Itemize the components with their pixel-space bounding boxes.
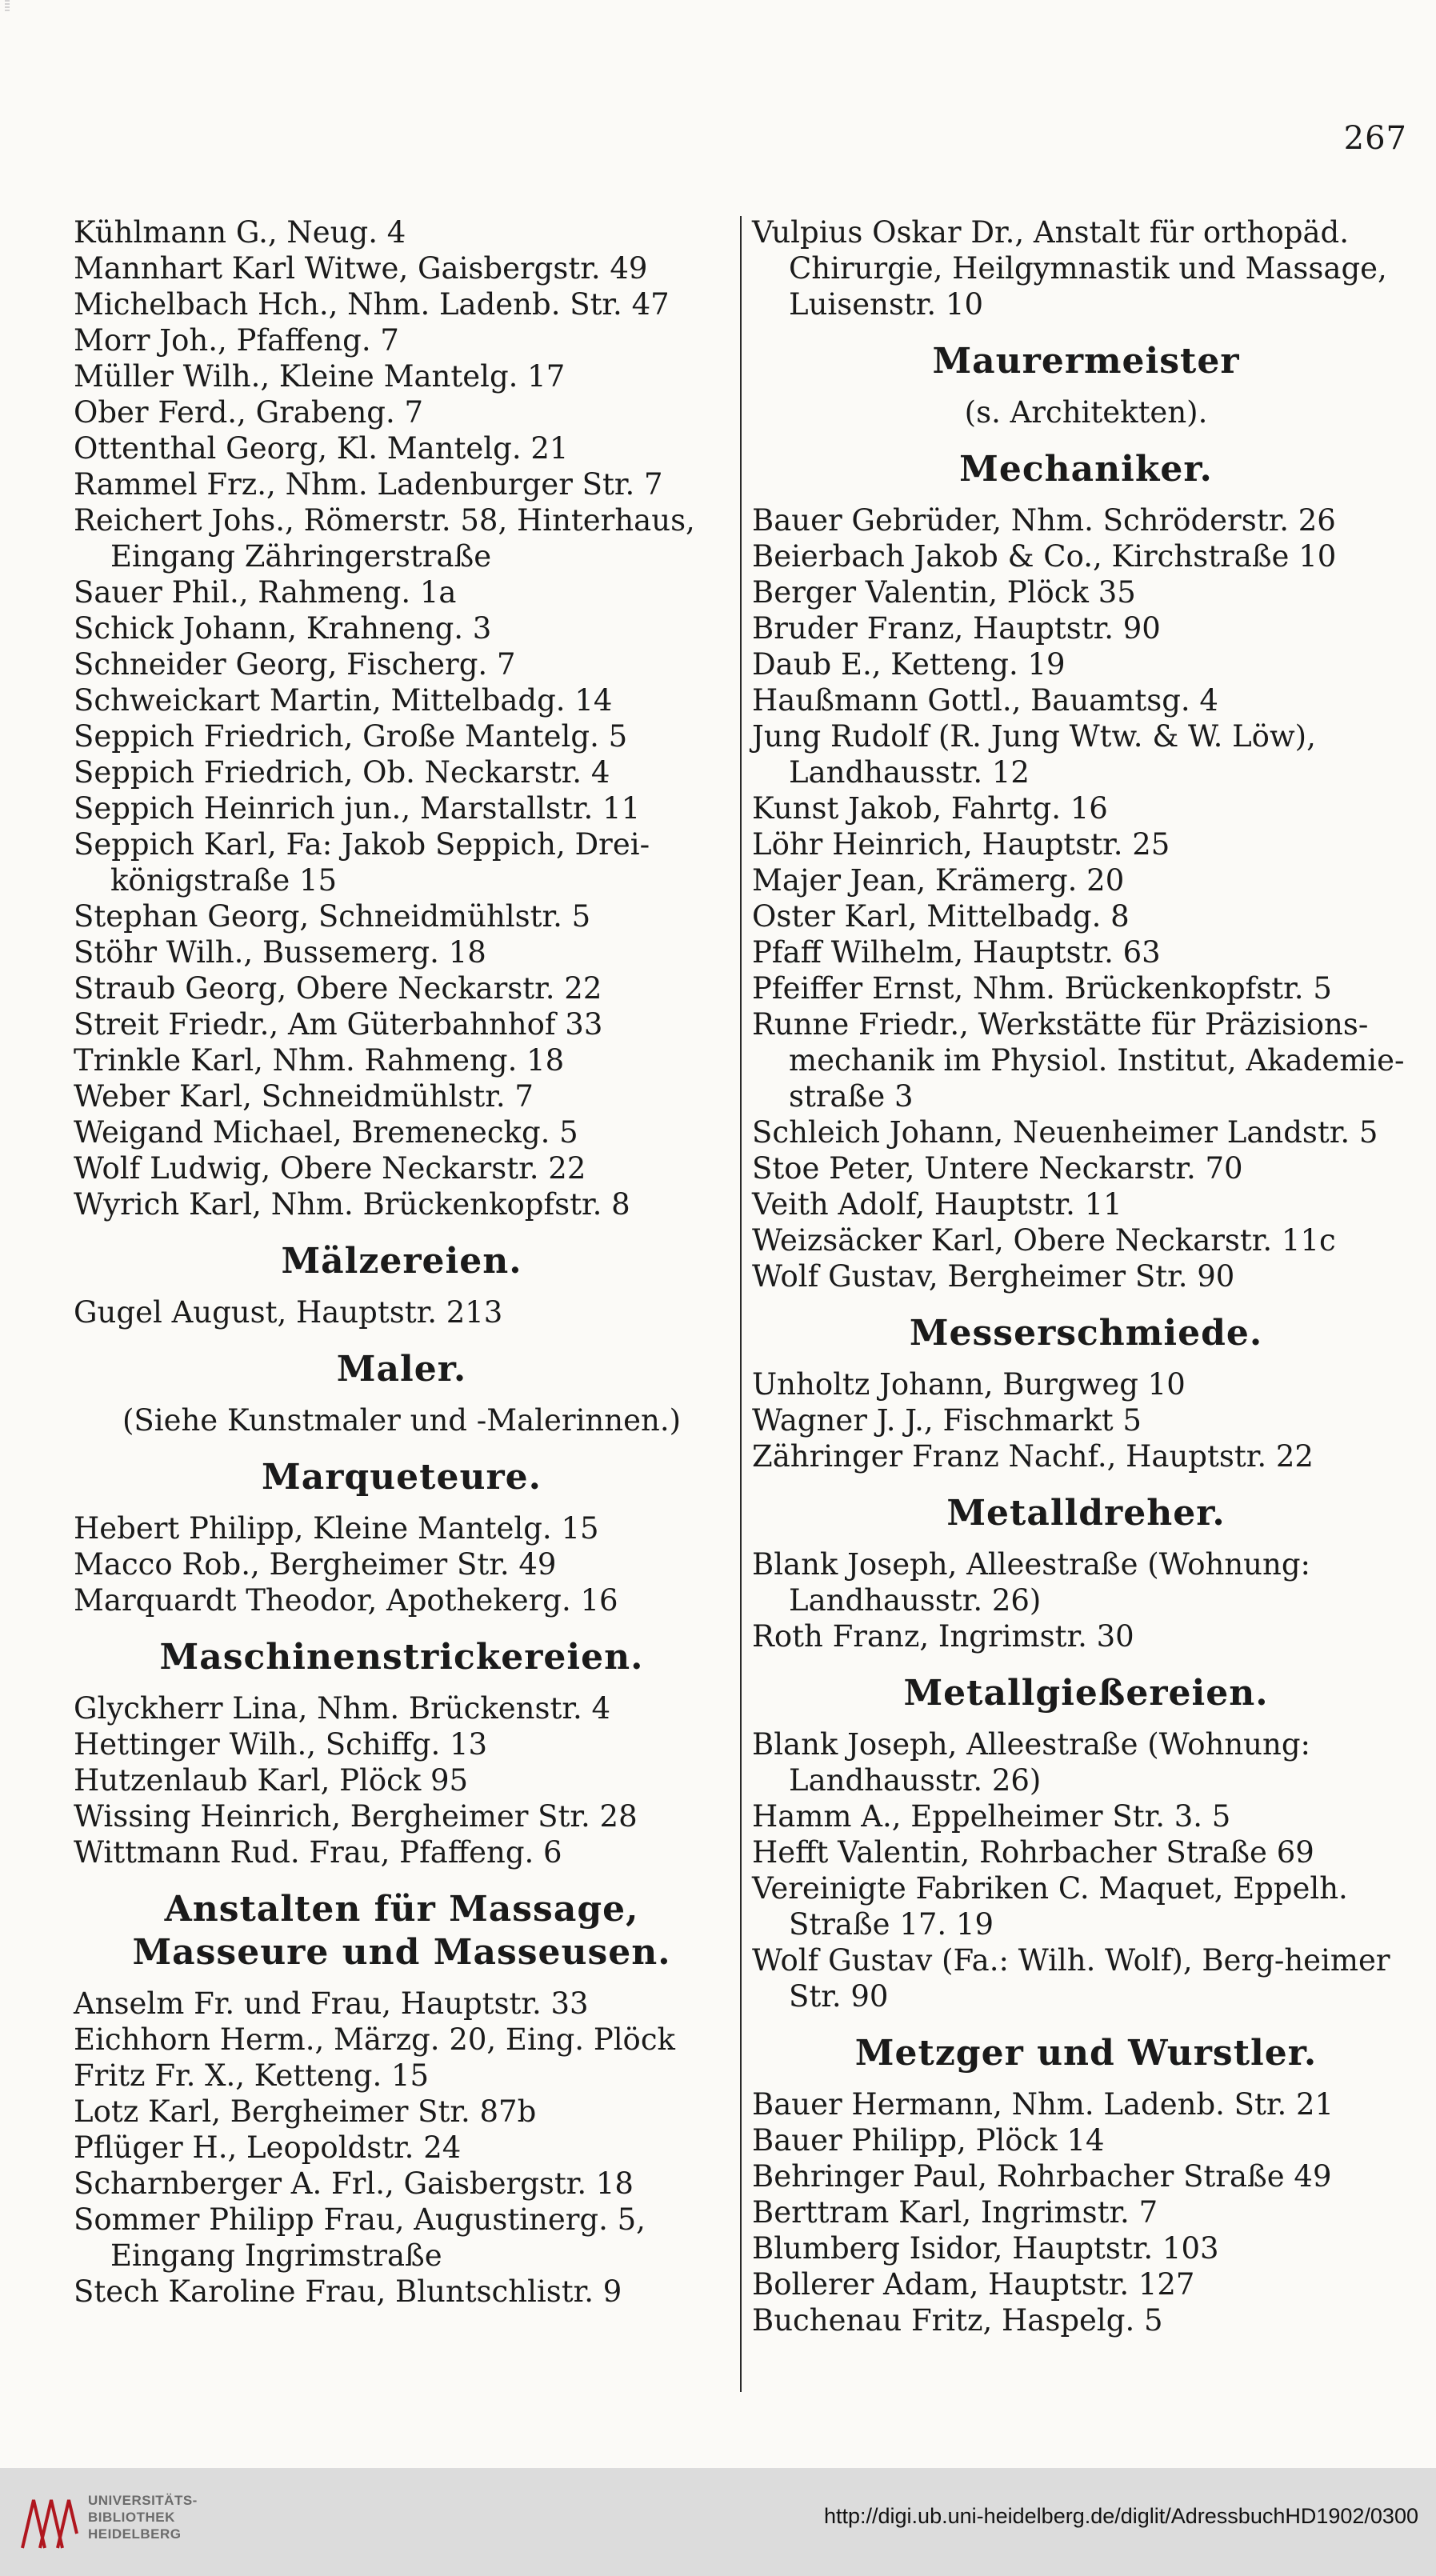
directory-entry: Hefft Valentin, Rohrbacher Straße 69: [752, 1835, 1314, 1870]
directory-entry: Glyckherr Lina, Nhm. Brückenstr. 4: [74, 1691, 611, 1726]
directory-entry: Schneider Georg, Fischerg. 7: [74, 647, 516, 682]
directory-entry: Streit Friedr., Am Güterbahnhof 33: [74, 1007, 603, 1042]
library-name-line-1: UNIVERSITÄTS-: [88, 2493, 198, 2508]
directory-entry: Seppich Friedrich, Ob. Neckarstr. 4: [74, 755, 610, 790]
directory-entry: Löhr Heinrich, Hauptstr. 25: [752, 827, 1170, 862]
directory-entry: Hamm A., Eppelheimer Str. 3. 5: [752, 1799, 1231, 1834]
directory-entry: Reichert Johs., Römerstr. 58, Hinterhaus, Eingang Zähringerstraße: [74, 503, 695, 574]
library-name: [88, 2492, 198, 2542]
directory-entry: Beierbach Jakob & Co., Kirchstraße 10: [752, 539, 1337, 574]
directory-entry: Bauer Philipp, Plöck 14: [752, 2123, 1105, 2158]
directory-entry: Ottenthal Georg, Kl. Mantelg. 21: [74, 431, 569, 466]
directory-entry: Sommer Philipp Frau, Augustinerg. 5, Eingang Ingrimstraße: [74, 2202, 646, 2273]
directory-entry: Trinkle Karl, Nhm. Rahmeng. 18: [74, 1043, 565, 1078]
section-heading: Anstalten für Massage, Masseure und Masseusen.: [132, 1889, 671, 1973]
section-note: (s. Architekten).: [964, 395, 1208, 430]
directory-entry: Unholtz Johann, Burgweg 10: [752, 1367, 1186, 1402]
section-heading: Maler.: [336, 1349, 467, 1390]
directory-entry: Kunst Jakob, Fahrtg. 16: [752, 791, 1108, 826]
directory-entry: Marquardt Theodor, Apothekerg. 16: [74, 1583, 618, 1618]
directory-entry: Müller Wilh., Kleine Mantelg. 17: [74, 359, 566, 394]
left-column: [74, 214, 730, 2310]
directory-entry: Michelbach Hch., Nhm. Ladenb. Str. 47: [74, 287, 670, 322]
directory-entry: Kühlmann G., Neug. 4: [74, 215, 406, 250]
section-heading: Metallgießereien.: [903, 1673, 1269, 1714]
directory-entry: Wolf Gustav (Fa.: Wilh. Wolf), Berg-heimer Str. 90: [752, 1943, 1390, 2014]
directory-entry: Macco Rob., Bergheimer Str. 49: [74, 1547, 557, 1582]
library-name-line-3: HEIDELBERG: [88, 2526, 182, 2542]
directory-entry: Wittmann Rud. Frau, Pfaffeng. 6: [74, 1835, 562, 1870]
directory-entry: Wagner J. J., Fischmarkt 5: [752, 1403, 1142, 1438]
directory-entry: Scharnberger A. Frl., Gaisbergstr. 18: [74, 2166, 634, 2201]
directory-entry: Veith Adolf, Hauptstr. 11: [752, 1187, 1122, 1222]
directory-entry: Weigand Michael, Bremeneckg. 5: [74, 1115, 578, 1150]
directory-entry: Wolf Ludwig, Obere Neckarstr. 22: [74, 1151, 586, 1186]
directory-entry: Gugel August, Hauptstr. 213: [74, 1295, 503, 1330]
directory-entry: Ober Ferd., Grabeng. 7: [74, 395, 424, 430]
section-note: (Siehe Kunstmaler und -Malerinnen.): [122, 1403, 682, 1438]
directory-entry: Stöhr Wilh., Bussemerg. 18: [74, 935, 486, 970]
directory-entry: Weber Karl, Schneidmühlstr. 7: [74, 1079, 534, 1114]
footer-bar: [0, 2468, 1436, 2576]
directory-entry: Vereinigte Fabriken C. Maquet, Eppelh. Straße 17. 19: [752, 1871, 1348, 1942]
directory-entry: Majer Jean, Krämerg. 20: [752, 863, 1125, 898]
directory-entry: Vulpius Oskar Dr., Anstalt für orthopäd. Chirurgie, Heilgymnastik und Massage, Luisenstr. 10: [752, 215, 1387, 322]
directory-entry: Pfeiffer Ernst, Nhm. Brückenkopfstr. 5: [752, 971, 1332, 1006]
directory-entry: Eichhorn Herm., Märzg. 20, Eing. Plöck: [74, 2022, 675, 2057]
directory-entry: Blank Joseph, Alleestraße (Wohnung: Landhausstr. 26): [752, 1547, 1310, 1618]
directory-entry: Roth Franz, Ingrimstr. 30: [752, 1619, 1134, 1654]
page-number: 267: [1343, 120, 1407, 157]
section-heading: Mälzereien.: [281, 1241, 522, 1282]
directory-entry: Buchenau Fritz, Haspelg. 5: [752, 2303, 1163, 2338]
section-heading: Marqueteure.: [262, 1457, 542, 1498]
directory-entry: Weizsäcker Karl, Obere Neckarstr. 11c: [752, 1223, 1336, 1258]
directory-entry: Berttram Karl, Ingrimstr. 7: [752, 2195, 1158, 2230]
directory-entry: Schweickart Martin, Mittelbadg. 14: [74, 683, 613, 718]
directory-entry: Bauer Hermann, Nhm. Ladenb. Str. 21: [752, 2087, 1334, 2122]
directory-entry: Pfaff Wilhelm, Hauptstr. 63: [752, 935, 1161, 970]
directory-entry: Oster Karl, Mittelbadg. 8: [752, 899, 1130, 934]
source-url-link[interactable]: http://digi.ub.uni-heidelberg.de/diglit/AdressbuchHD1902/0300: [823, 2504, 1418, 2528]
directory-entry: Seppich Heinrich jun., Marstallstr. 11: [74, 791, 641, 826]
directory-entry: Schleich Johann, Neuenheimer Landstr. 5: [752, 1115, 1378, 1150]
directory-entry: Haußmann Gottl., Bauamtsg. 4: [752, 683, 1218, 718]
directory-entry: Bruder Franz, Hauptstr. 90: [752, 611, 1161, 646]
directory-entry: Seppich Karl, Fa: Jakob Seppich, Drei-königstraße 15: [74, 827, 650, 898]
section-heading: Metalldreher.: [946, 1493, 1226, 1534]
right-column: [752, 214, 1420, 2338]
directory-entry: Straub Georg, Obere Neckarstr. 22: [74, 971, 602, 1006]
university-library-logo-icon[interactable]: [18, 2492, 80, 2554]
directory-entry: Hebert Philipp, Kleine Mantelg. 15: [74, 1511, 599, 1546]
directory-entry: Wyrich Karl, Nhm. Brückenkopfstr. 8: [74, 1187, 630, 1222]
directory-entry: Stephan Georg, Schneidmühlstr. 5: [74, 899, 591, 934]
directory-entry: Sauer Phil., Rahmeng. 1a: [74, 575, 457, 610]
directory-entry: Fritz Fr. X., Ketteng. 15: [74, 2058, 430, 2093]
directory-entry: Bauer Gebrüder, Nhm. Schröderstr. 26: [752, 503, 1336, 538]
directory-entry: Behringer Paul, Rohrbacher Straße 49: [752, 2159, 1332, 2194]
library-name-line-2: BIBLIOTHEK: [88, 2510, 175, 2525]
directory-entry: Anselm Fr. und Frau, Hauptstr. 33: [74, 1986, 589, 2021]
directory-entry: Schick Johann, Krahneng. 3: [74, 611, 492, 646]
directory-entry: Lotz Karl, Bergheimer Str. 87b: [74, 2094, 537, 2129]
directory-entry: Jung Rudolf (R. Jung Wtw. & W. Löw), Landhausstr. 12: [752, 719, 1316, 790]
directory-entry: Morr Joh., Pfaffeng. 7: [74, 323, 399, 358]
directory-entry: Wolf Gustav, Bergheimer Str. 90: [752, 1259, 1235, 1294]
directory-entry: Pflüger H., Leopoldstr. 24: [74, 2130, 462, 2165]
directory-entry: Bollerer Adam, Hauptstr. 127: [752, 2267, 1195, 2302]
directory-entry: Stoe Peter, Untere Neckarstr. 70: [752, 1151, 1243, 1186]
directory-entry: Wissing Heinrich, Bergheimer Str. 28: [74, 1799, 638, 1834]
directory-entry: Daub E., Ketteng. 19: [752, 647, 1066, 682]
directory-entry: Blank Joseph, Alleestraße (Wohnung: Landhausstr. 26): [752, 1727, 1310, 1798]
directory-entry: Seppich Friedrich, Große Mantelg. 5: [74, 719, 628, 754]
directory-entry: Rammel Frz., Nhm. Ladenburger Str. 7: [74, 467, 663, 502]
section-heading: Metzger und Wurstler.: [854, 2033, 1318, 2074]
directory-entry: Berger Valentin, Plöck 35: [752, 575, 1136, 610]
section-heading: Maschinenstrickereien.: [159, 1637, 644, 1678]
column-divider: [740, 216, 742, 2392]
directory-entry: Hettinger Wilh., Schiffg. 13: [74, 1727, 488, 1762]
section-heading: Maurermeister: [932, 341, 1240, 382]
directory-entry: Runne Friedr., Werkstätte für Präzisions-mechanik im Physiol. Institut, Akademie-straße 3: [752, 1007, 1405, 1114]
directory-entry: Hutzenlaub Karl, Plöck 95: [74, 1763, 469, 1798]
directory-entry: Blumberg Isidor, Hauptstr. 103: [752, 2231, 1219, 2266]
section-heading: Messerschmiede.: [909, 1313, 1263, 1354]
directory-entry: Stech Karoline Frau, Bluntschlistr. 9: [74, 2274, 622, 2309]
directory-entry: Mannhart Karl Witwe, Gaisbergstr. 49: [74, 251, 648, 286]
section-heading: Mechaniker.: [959, 449, 1213, 490]
scan-mark-icon: [3, 0, 11, 11]
directory-entry: Zähringer Franz Nachf., Hauptstr. 22: [752, 1439, 1314, 1474]
